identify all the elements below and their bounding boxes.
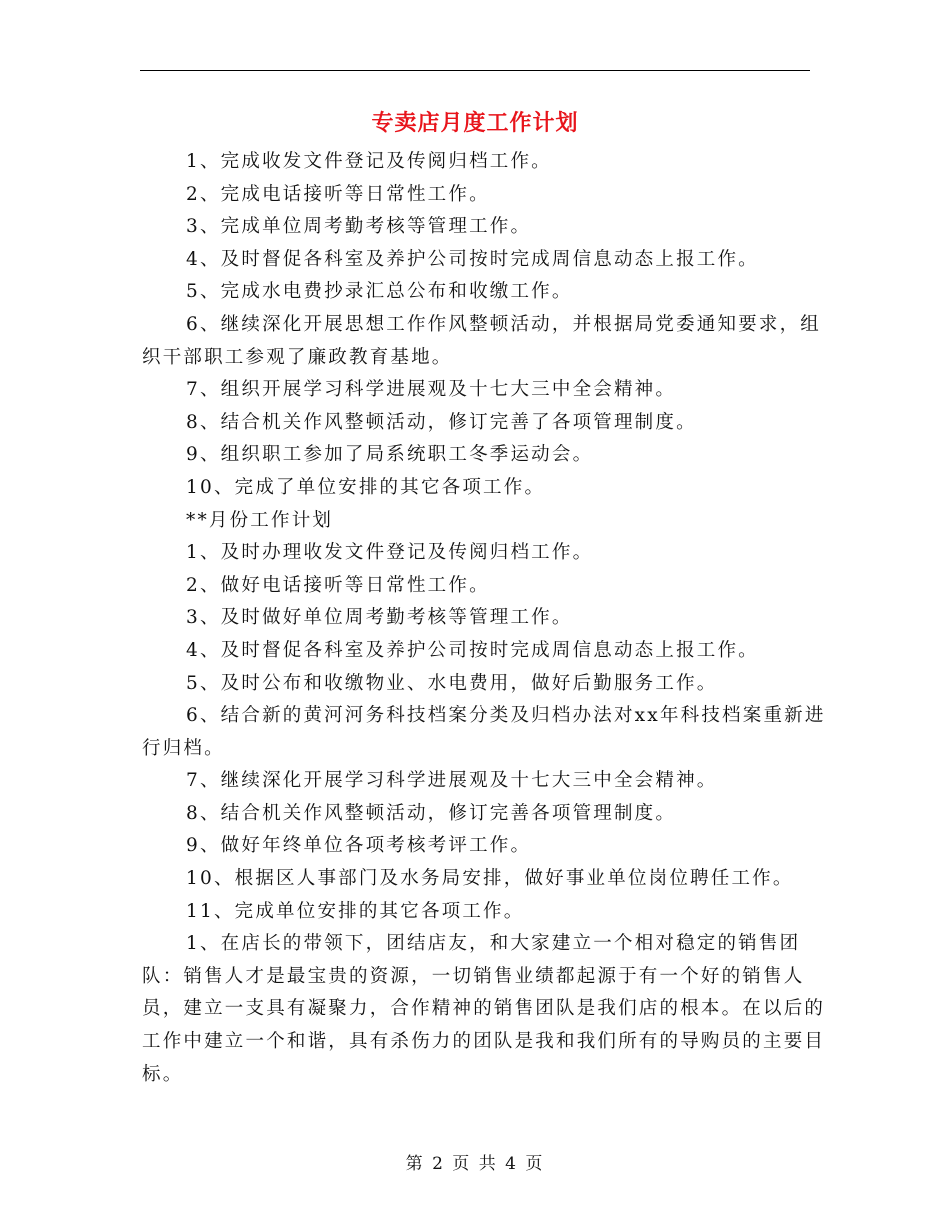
- paragraph-14: 3、及时做好单位周考勤考核等管理工作。: [186, 607, 573, 629]
- paragraph-16: 5、及时公布和收缴物业、水电费用，做好后勤服务工作。: [186, 672, 718, 694]
- paragraph-4: 4、及时督促各科室及养护公司按时完成周信息动态上报工作。: [186, 248, 759, 270]
- paragraph-21: 10、根据区人事部门及水务局安排，做好事业单位岗位聘任工作。: [186, 868, 794, 890]
- document-body: [142, 146, 832, 1091]
- paragraph-1: 1、完成收发文件登记及传阅归档工作。: [186, 151, 552, 172]
- paragraph-23: 1、在店长的带领下，团结店友，和大家建立一个相对稳定的销售团队：销售人才是最宝贵的资源，一切销售业绩都起源于有一个好的销售人员，建立一支具有凝聚力，合作精神的销售团队是我们店的根本。在以后的工作中建立一个和谐，具有杀伤力的团队是我和我们所有的导购员的主要目标。: [142, 933, 826, 1085]
- paragraph-22: 11、完成单位安排的其它各项工作。: [186, 900, 525, 922]
- page-number: 第 2 页 共 4 页: [405, 1154, 545, 1174]
- paragraph-15: 4、及时督促各科室及养护公司按时完成周信息动态上报工作。: [186, 639, 759, 661]
- paragraph-18: 7、继续深化开展学习科学进展观及十七大三中全会精神。: [186, 770, 718, 792]
- paragraph-6: 6、继续深化开展思想工作作风整顿活动，并根据局党委通知要求，组织干部职工参观了廉政教育基地。: [142, 313, 821, 368]
- paragraph-10: 10、完成了单位安排的其它各项工作。: [186, 476, 546, 498]
- paragraph-17: 6、结合新的黄河河务科技档案分类及归档办法对xx年科技档案重新进行归档。: [142, 705, 826, 759]
- paragraph-2: 2、完成电话接听等日常性工作。: [186, 183, 490, 205]
- paragraph-3: 3、完成单位周考勤考核等管理工作。: [186, 216, 532, 238]
- document-title: 专卖店月度工作计划: [371, 111, 579, 136]
- paragraph-12: 1、及时办理收发文件登记及传阅归档工作。: [186, 542, 594, 564]
- paragraph-19: 8、结合机关作风整顿活动，修订完善各项管理制度。: [186, 802, 677, 824]
- paragraph-5: 5、完成水电费抄录汇总公布和收缴工作。: [186, 281, 573, 303]
- paragraph-7: 7、组织开展学习科学进展观及十七大三中全会精神。: [186, 379, 677, 401]
- paragraph-9: 9、组织职工参加了局系统职工冬季运动会。: [186, 444, 594, 466]
- paragraph-8: 8、结合机关作风整顿活动，修订完善了各项管理制度。: [186, 411, 697, 433]
- section-heading: **月份工作计划: [186, 509, 334, 531]
- paragraph-20: 9、做好年终单位各项考核考评工作。: [186, 835, 532, 857]
- header-rule: [140, 70, 810, 71]
- paragraph-13: 2、做好电话接听等日常性工作。: [186, 574, 490, 596]
